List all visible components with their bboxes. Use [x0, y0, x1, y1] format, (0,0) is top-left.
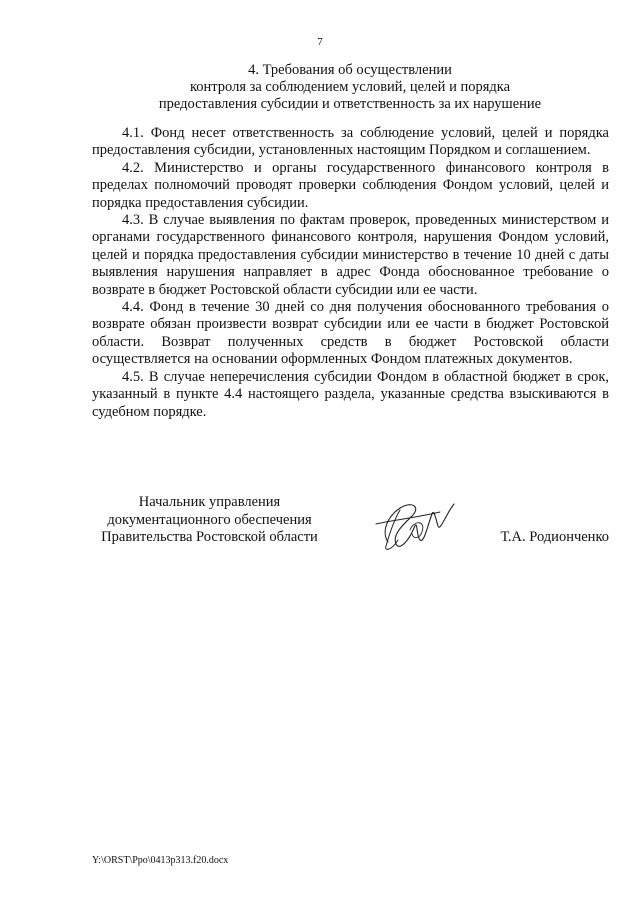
heading-line: контроля за соблюдением условий, целей и порядка — [189, 79, 511, 95]
section-heading — [60, 62, 640, 113]
signatory-name: Т.А. Родионченко — [500, 529, 609, 545]
paragraph-4-4: 4.4. Фонд в течение 30 дней со дня получения обоснованного требования о возврате обязан произвести возврат субсидии или ее части в бюджет Ростовской области. Возврат полученных средств в бюджет Ростовской области осуществляется на основании оформленных Фондом платежных документов. — [92, 299, 609, 368]
paragraph-4-2: 4.2. Министерство и органы государственного финансового контроля в пределах полномочий проводят проверки соблюдения Фондом условий, целей и порядка предоставления субсидии. — [92, 159, 609, 211]
signatory-title — [92, 494, 327, 547]
paragraph-4-3: 4.3. В случае выявления по фактам проверок, проведенных министерством и органами государственного финансового контроля, нарушения Фондом условий, целей и порядка предоставления субсидии министерство в течение 10 дней с даты выявления нарушения направляет в адрес Фонда обоснованное требование о возврате в бюджет Ростовской области субсидии или ее части. — [92, 212, 609, 298]
page-number: 7 — [317, 36, 323, 48]
signatory-title-line: Начальник управления — [138, 494, 281, 510]
paragraph-4-5: 4.5. В случае неперечисления субсидии Фондом в областной бюджет в срок, указанный в пункте 4.4 настоящего раздела, указанные средства взыскиваются в судебном порядке. — [92, 368, 609, 420]
signature-block — [92, 494, 609, 564]
signatory-title-line: Правительства Ростовской области — [101, 529, 318, 545]
handwritten-signature — [370, 490, 460, 560]
signatory-title-line: документационного обеспечения — [107, 511, 312, 528]
file-path-footer: Y:\ORST\Ppo\0413p313.f20.docx — [92, 855, 229, 866]
heading-line: предоставления субсидии и ответственность за их нарушение — [158, 96, 542, 112]
paragraph-4-1: 4.1. Фонд несет ответственность за соблюдение условий, целей и порядка предоставления субсидии, установленных настоящим Порядком и соглашением. — [92, 125, 609, 159]
heading-line: 4. Требования об осуществлении — [248, 62, 452, 78]
section-body — [92, 125, 609, 421]
